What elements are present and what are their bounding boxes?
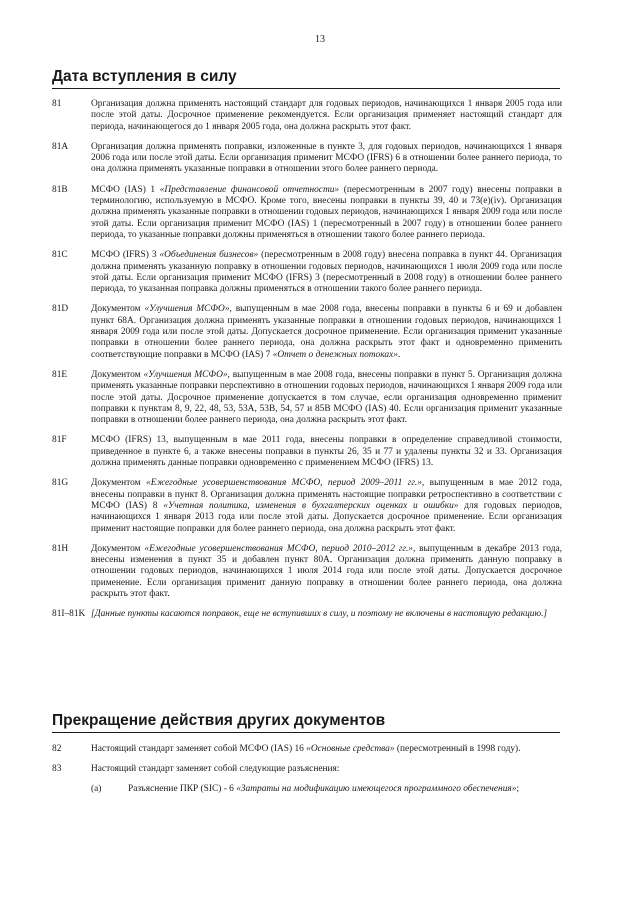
- text-run: .: [397, 349, 401, 360]
- paragraph-number: 82: [52, 744, 62, 754]
- document-title-ref: «Основные средства»: [306, 744, 395, 754]
- paragraph-text: Настоящий стандарт заменяет собой следующие разъяснения:: [91, 764, 340, 775]
- document-title-ref: «Затраты на модификацию имеющегося программного обеспечения»: [236, 783, 517, 794]
- text-run: Разъяснение ПКР (SIC) - 6: [128, 783, 237, 794]
- paragraph-81: [52, 99, 562, 133]
- sub-item-a: [91, 784, 562, 795]
- document-title-ref: «Представление финансовой отчетности»: [159, 184, 340, 195]
- text-run: для годовых периодов, начинающихся 1 января 2013 года или после этой даты. Допускается досрочное применение. Если организация применит настоящие поправки для более раннего периода, она должна раскрыть этот факт.: [91, 500, 563, 534]
- text-run: Документом: [91, 478, 146, 489]
- document-title-ref: «Ежегодные усовершенствования МСФО, период 2009–2011 гг.»: [146, 478, 422, 489]
- paragraph-number: 81F: [52, 435, 67, 446]
- document-title-ref: «Улучшения МСФО»: [143, 369, 228, 380]
- paragraph-text: Организация должна применять настоящий стандарт для годовых периодов, начинающихся 1 января 2005 года или после этой даты. Досрочное применение рекомендуется. Если организация применяет настоящий стандарт для периода, начинающегося до 1 января 2005 года, она должна раскрыть этот факт.: [91, 99, 562, 132]
- paragraph-81g: [52, 478, 562, 534]
- sub-item-letter: (a): [91, 783, 102, 794]
- paragraph-83: [52, 764, 562, 775]
- paragraph-number: 81B: [52, 184, 68, 195]
- paragraph-text: Организация должна применять поправки, изложенные в пункте 3, для годовых периодов, начинающихся 1 января 2006 года или после этой даты. Если организация применит МСФО (IFRS) 6 в отношении более раннего периода, то она должна применять указанные поправки в отношении этого более раннего периода.: [91, 141, 562, 175]
- paragraph-text: [91, 744, 562, 755]
- paragraph-number: 81A: [52, 141, 69, 152]
- paragraph-text: [91, 544, 562, 600]
- text-run: (пересмотренным в 2008 году) внесена поправка в пункт 44. Организация должна применять указанную поправку в отношении годовых периодов, начинающихся 1 июля 2009 года или после этой даты. Если организация применит МСФО (IFRS) 3 (пересмотренный в 2008 году) в отношении более раннего периода, то указанная поправка должны применяться в отношении такого более раннего периода.: [91, 250, 562, 295]
- section-heading-effective-date: Дата вступления в силу: [52, 67, 560, 87]
- paragraph-number: 81H: [52, 543, 69, 554]
- paragraph-81b: [52, 185, 562, 241]
- paragraph-number: 81I–81K: [52, 609, 86, 620]
- paragraph-number: 81G: [52, 478, 69, 489]
- text-run: , выпущенным в мае 2008 года, внесены поправки в пункт 5. Организация должна применять указанные поправки перспективно в отношении годовых периодов, начинающихся 1 января 2009 года или после этой даты. Досрочное применение допускается в том случае, если организация одновременно применит поправки к пунктам 8, 9, 22, 48, 53, 53A, 53B, 54, 57 и 85B МСФО (IAS) 40. Если организация применит указанные поправки в отношении более раннего периода, она должна раскрыть этот факт.: [91, 369, 563, 426]
- document-title-ref: «Объединения бизнесов»: [159, 250, 259, 261]
- page-number: 13: [315, 34, 325, 45]
- text-run: (пересмотренным в 2007 году) внесены поправки в терминологию, используемую в МСФО. Кроме того, внесены поправки в пункты 39, 40 и 73(e)(iv). Организация должна применять указанные поправки в отношении годовых периодов, начинающихся 1 января 2009 года или после этой даты. Если организация применит МСФО (IAS) 1 (пересмотренный в 2007 году) в отношении более раннего периода, то указанные поправки должны применяться в отношении такого более раннего периода.: [91, 184, 562, 240]
- paragraph-number: 81C: [52, 250, 68, 261]
- paragraph-81i-81k: [52, 609, 562, 620]
- text-run: ;: [516, 783, 520, 794]
- paragraph-text: [91, 370, 562, 426]
- text-run: Документом: [91, 543, 145, 554]
- paragraph-list-withdrawal: [52, 744, 562, 795]
- sub-item-text: [128, 784, 562, 795]
- text-run: , выпущенным в мае 2012 года, внесены поправки в пункт 8. Организация должна применять настоящие поправки ретроспективно в соответствии с МСФО (IAS) 8: [91, 478, 562, 511]
- paragraph-number: 81: [52, 99, 62, 109]
- text-run: , выпущенным в декабре 2013 года, внесены изменения в пункт 35 и добавлен пункт 80A. Организация должна применять данную поправку в отношении годовых периодов, начинающихся 1 июля 2014 года или после этой даты. Допускается досрочное применение. Если организация применит данную поправку в отношении более раннего периода, она должна раскрыть этот факт.: [91, 543, 562, 599]
- text-run: МСФО (IFRS) 3: [91, 250, 160, 261]
- paragraph-81a: [52, 142, 562, 176]
- paragraph-text: [91, 250, 562, 295]
- text-run: Документом: [91, 369, 144, 380]
- document-title-ref: «Ежегодные усовершенствования МСФО, период 2010–2012 гг.»: [144, 543, 413, 554]
- text-run: МСФО (IAS) 1: [91, 184, 160, 195]
- paragraph-82: [52, 744, 562, 755]
- paragraph-81c: [52, 250, 562, 295]
- document-title-ref: «Учетная политика, изменения в бухгалтерских оценках и ошибки»: [163, 500, 459, 511]
- text-run: (пересмотренный в 1998 году).: [394, 744, 521, 754]
- paragraph-text: МСФО (IFRS) 13, выпущенным в мае 2011 года, внесены поправки в определение справедливой стоимости, приведенное в пункте 6, а также внесены поправки в пункты 26, 35 и 77 и удалены пункты 32 и 33. Организация должна применять данные поправки одновременно с применением МСФО (IFRS) 13.: [91, 435, 562, 469]
- paragraph-list-effective-date: [52, 99, 562, 630]
- paragraph-81d: [52, 304, 562, 360]
- section-heading-withdrawal: Прекращение действия других документов: [52, 711, 560, 731]
- paragraph-number: 81D: [52, 304, 69, 315]
- text-run: , выпущенным в мае 2008 года, внесены поправки в пункты 6 и 69 и добавлен пункт 68A. Организация должна применять указанные поправки в отношении годовых периодов, начинающихся 1 января 2009 года или после этой даты. Допускается досрочное применение. Если организация применит указанные поправки в отношении более раннего периода, она должна раскрыть этот факт и одновременно применить соответствующие поправки в МСФО (IAS) 7: [91, 304, 563, 360]
- paragraph-text: [91, 185, 562, 241]
- paragraph-number: 83: [52, 764, 62, 775]
- document-title-ref: «Улучшения МСФО»: [144, 304, 230, 315]
- document-title-ref: «Отчет о денежных потоках»: [272, 349, 398, 360]
- paragraph-number: 81E: [52, 369, 68, 380]
- text-run: Настоящий стандарт заменяет собой МСФО (IAS) 16: [91, 744, 307, 754]
- paragraph-text: [91, 478, 562, 534]
- paragraph-81e: [52, 370, 562, 426]
- paragraph-81h: [52, 544, 562, 600]
- paragraph-text: [91, 304, 562, 360]
- text-run: Документом: [91, 304, 145, 315]
- paragraph-81f: [52, 435, 562, 469]
- paragraph-text: [Данные пункты касаются поправок, еще не вступивших в силу, и поэтому не включены в настоящую редакцию.]: [91, 609, 548, 620]
